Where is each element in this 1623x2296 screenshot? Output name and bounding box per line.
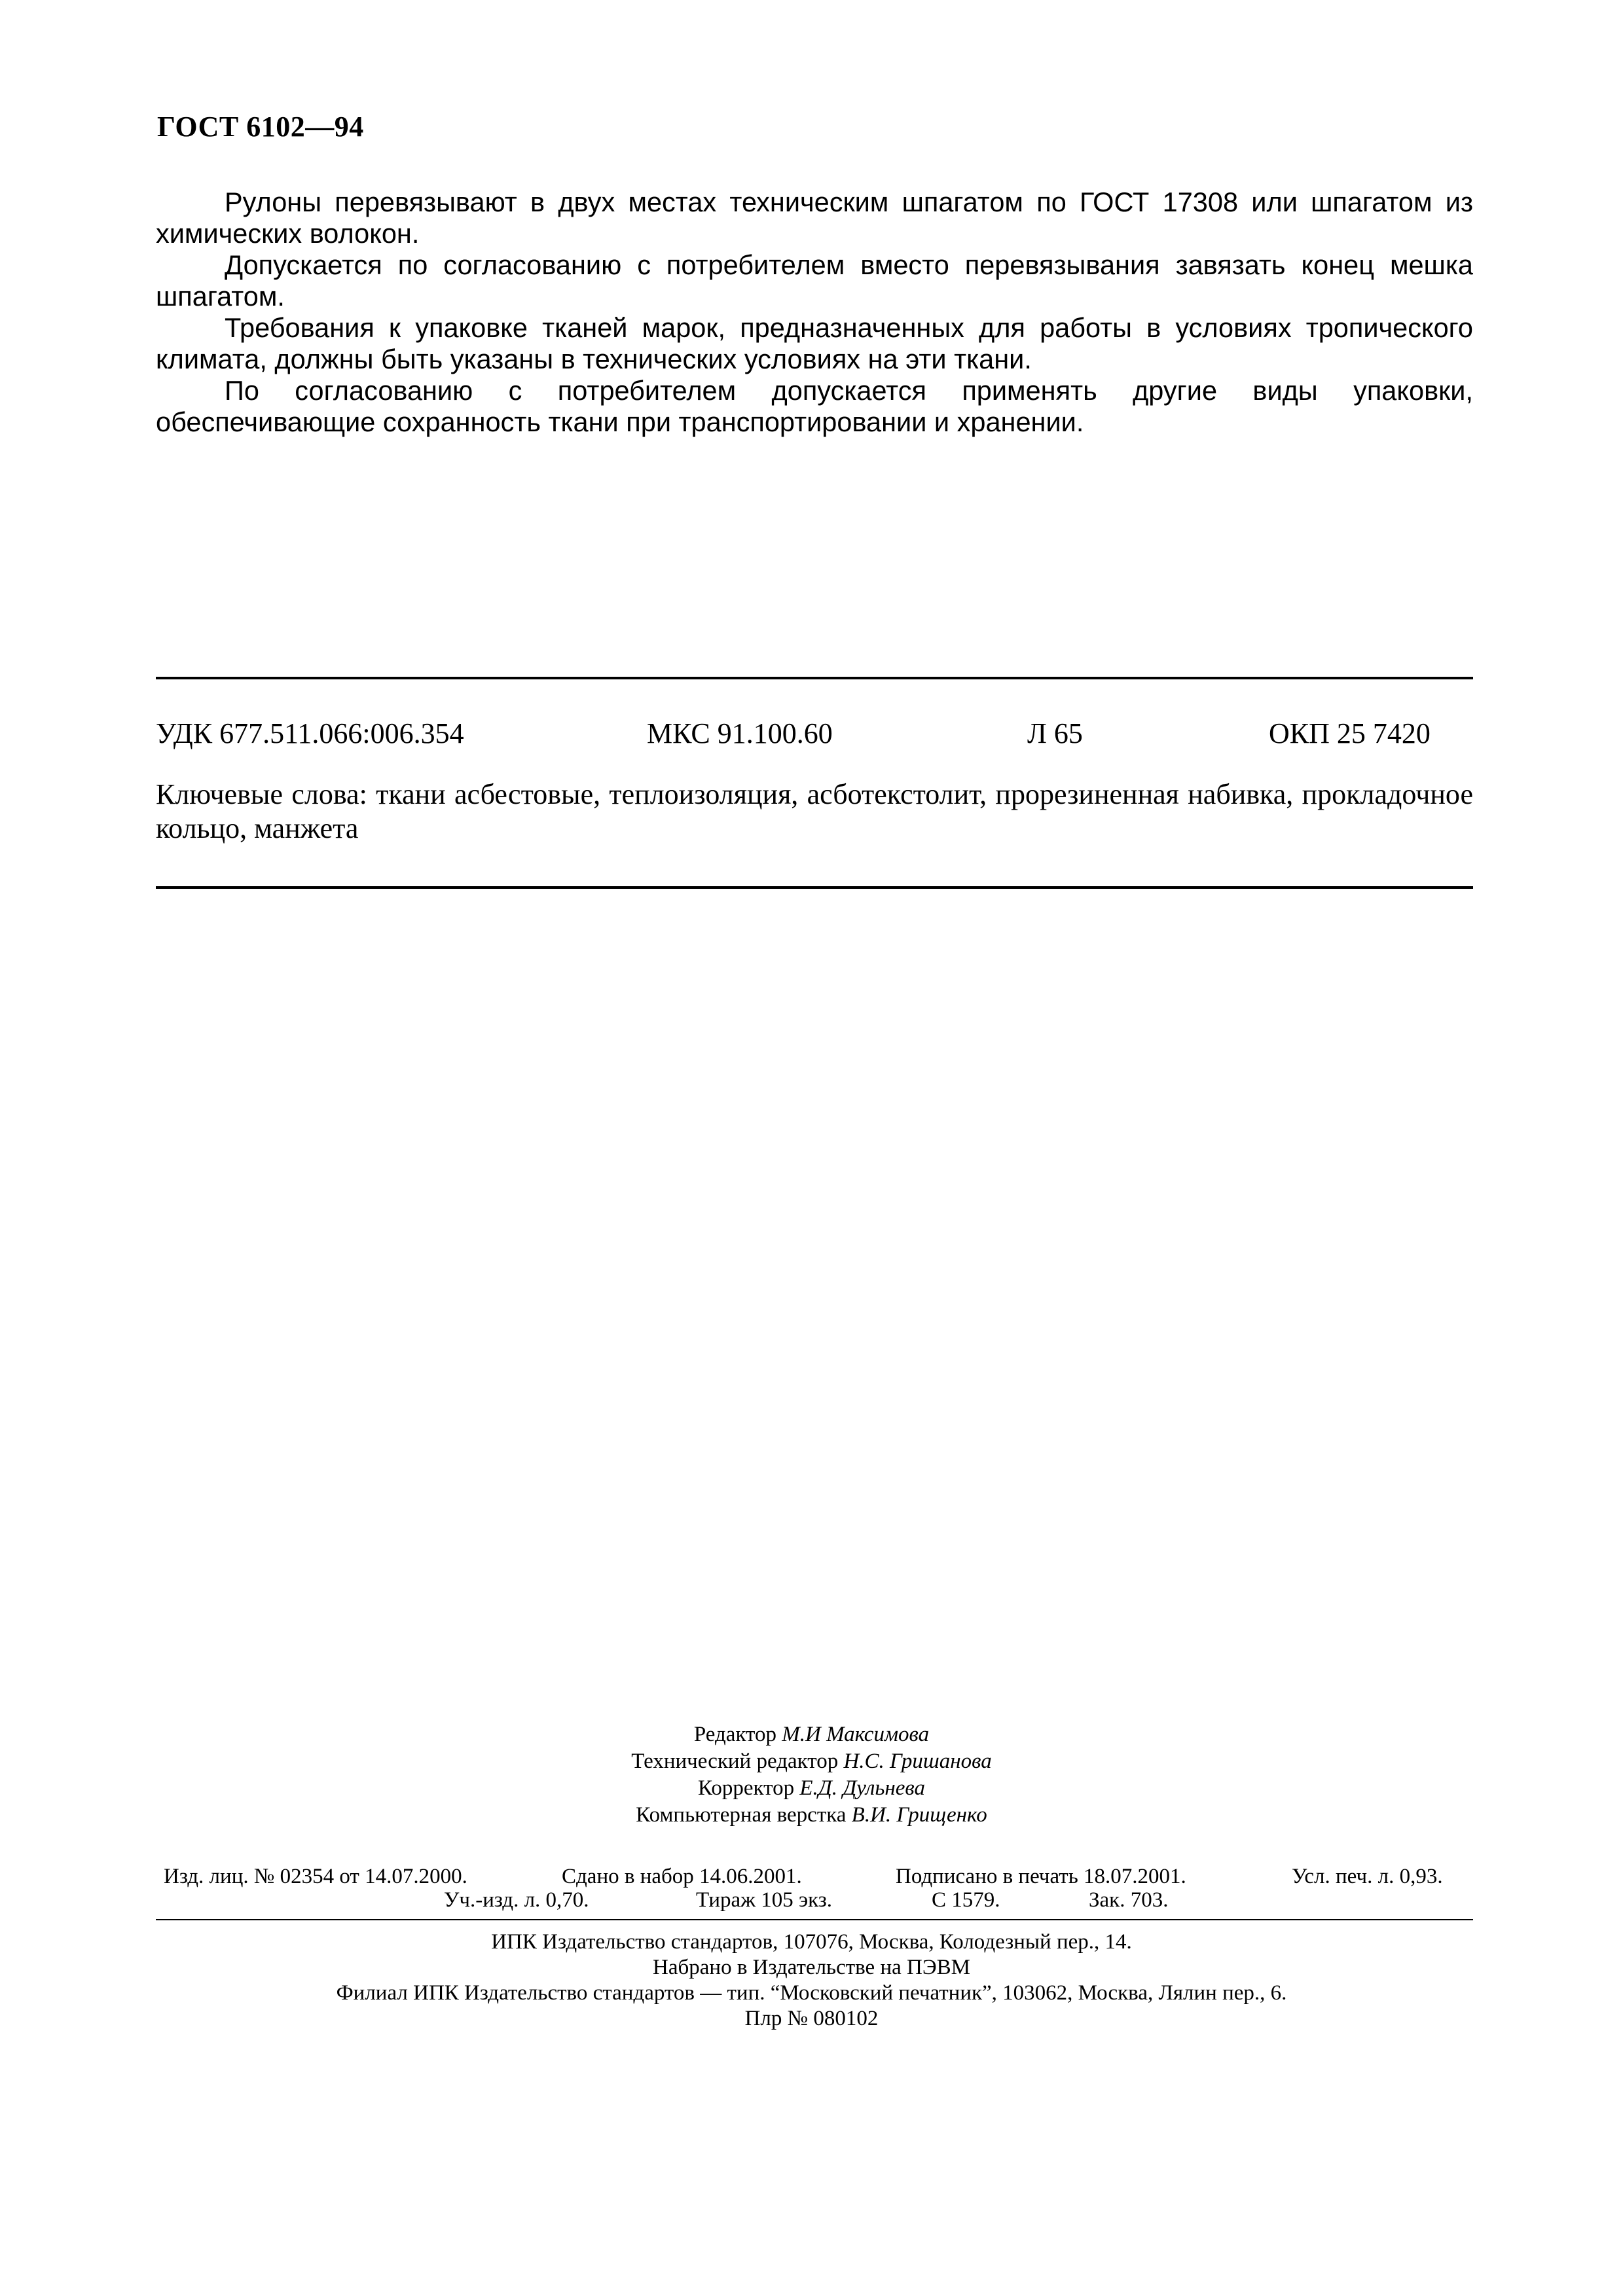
paragraph-bundling: Рулоны перевязывают в двух местах техническим шпагатом по ГОСТ 17308 или шпагатом из химических волокон.: [156, 187, 1473, 249]
okp-code: ОКП 25 7420: [1269, 717, 1431, 749]
udk-code: УДК 677.511.066:006.354: [156, 717, 464, 749]
publisher-line-3: Филиал ИПК Издательство стандартов — тип. “Московский печатник”, 103062, Москва, Лялин пер., 6.: [336, 1981, 1287, 2005]
credits-block: [0, 1721, 1623, 1829]
credit-editor: Редактор М.И Максимова: [693, 1723, 930, 1746]
imprint-order: Зак. 703.: [1089, 1888, 1169, 1912]
publisher-line-1: ИПК Издательство стандартов, 107076, Москва, Колодезный пер., 14.: [491, 1930, 1132, 1954]
standard-header: ГОСТ 6102—94: [157, 111, 364, 143]
credit-layout: Компьютерная верстка В.И. Грищенко: [636, 1803, 987, 1827]
imprint-divider: [156, 1919, 1473, 1920]
publisher-block: [0, 1929, 1623, 2032]
paragraph-other-packaging: По согласованию с потребителем допускается применять другие виды упаковки, обеспечивающие сохранность ткани при транспортировании и хранении.: [156, 375, 1473, 437]
paragraph-bag-tying: Допускается по согласованию с потребителем вместо перевязывания завязать конец мешка шпагатом.: [156, 249, 1473, 312]
imprint-print-sheets: Усл. печ. л. 0,93.: [1292, 1865, 1443, 1888]
imprint-run: Тираж 105 экз.: [696, 1888, 832, 1912]
imprint-block: [156, 1864, 1473, 1916]
imprint-license: Изд. лиц. № 02354 от 14.07.2000.: [164, 1865, 467, 1888]
credit-corrector: Корректор Е.Д. Дульнева: [697, 1776, 926, 1800]
imprint-typeset: Сдано в набор 14.06.2001.: [562, 1865, 802, 1888]
imprint-pub-sheets: Уч.-изд. л. 0,70.: [444, 1888, 589, 1912]
keywords: Ключевые слова: ткани асбестовые, теплоизоляция, асботекстолит, прорезиненная набивка, прокладочное кольцо, манжета: [156, 778, 1473, 844]
publisher-line-4: Плр № 080102: [744, 2007, 879, 2030]
credit-tech-editor: Технический редактор Н.С. Гришанова: [631, 1749, 992, 1773]
l-code: Л 65: [1027, 717, 1083, 749]
imprint-c-number: С 1579.: [932, 1888, 1000, 1912]
paragraph-tropical: Требования к упаковке тканей марок, предназначенных для работы в условиях тропического климата, должны быть указаны в технических условиях на эти ткани.: [156, 312, 1473, 374]
divider-top: [156, 677, 1473, 679]
imprint-signed: Подписано в печать 18.07.2001.: [896, 1865, 1186, 1888]
classification-codes: [156, 717, 1473, 753]
publisher-line-2: Набрано в Издательстве на ПЭВМ: [653, 1956, 970, 1979]
divider-bottom: [156, 886, 1473, 889]
mks-code: МКС 91.100.60: [647, 717, 833, 749]
packaging-requirements: [156, 187, 1473, 438]
